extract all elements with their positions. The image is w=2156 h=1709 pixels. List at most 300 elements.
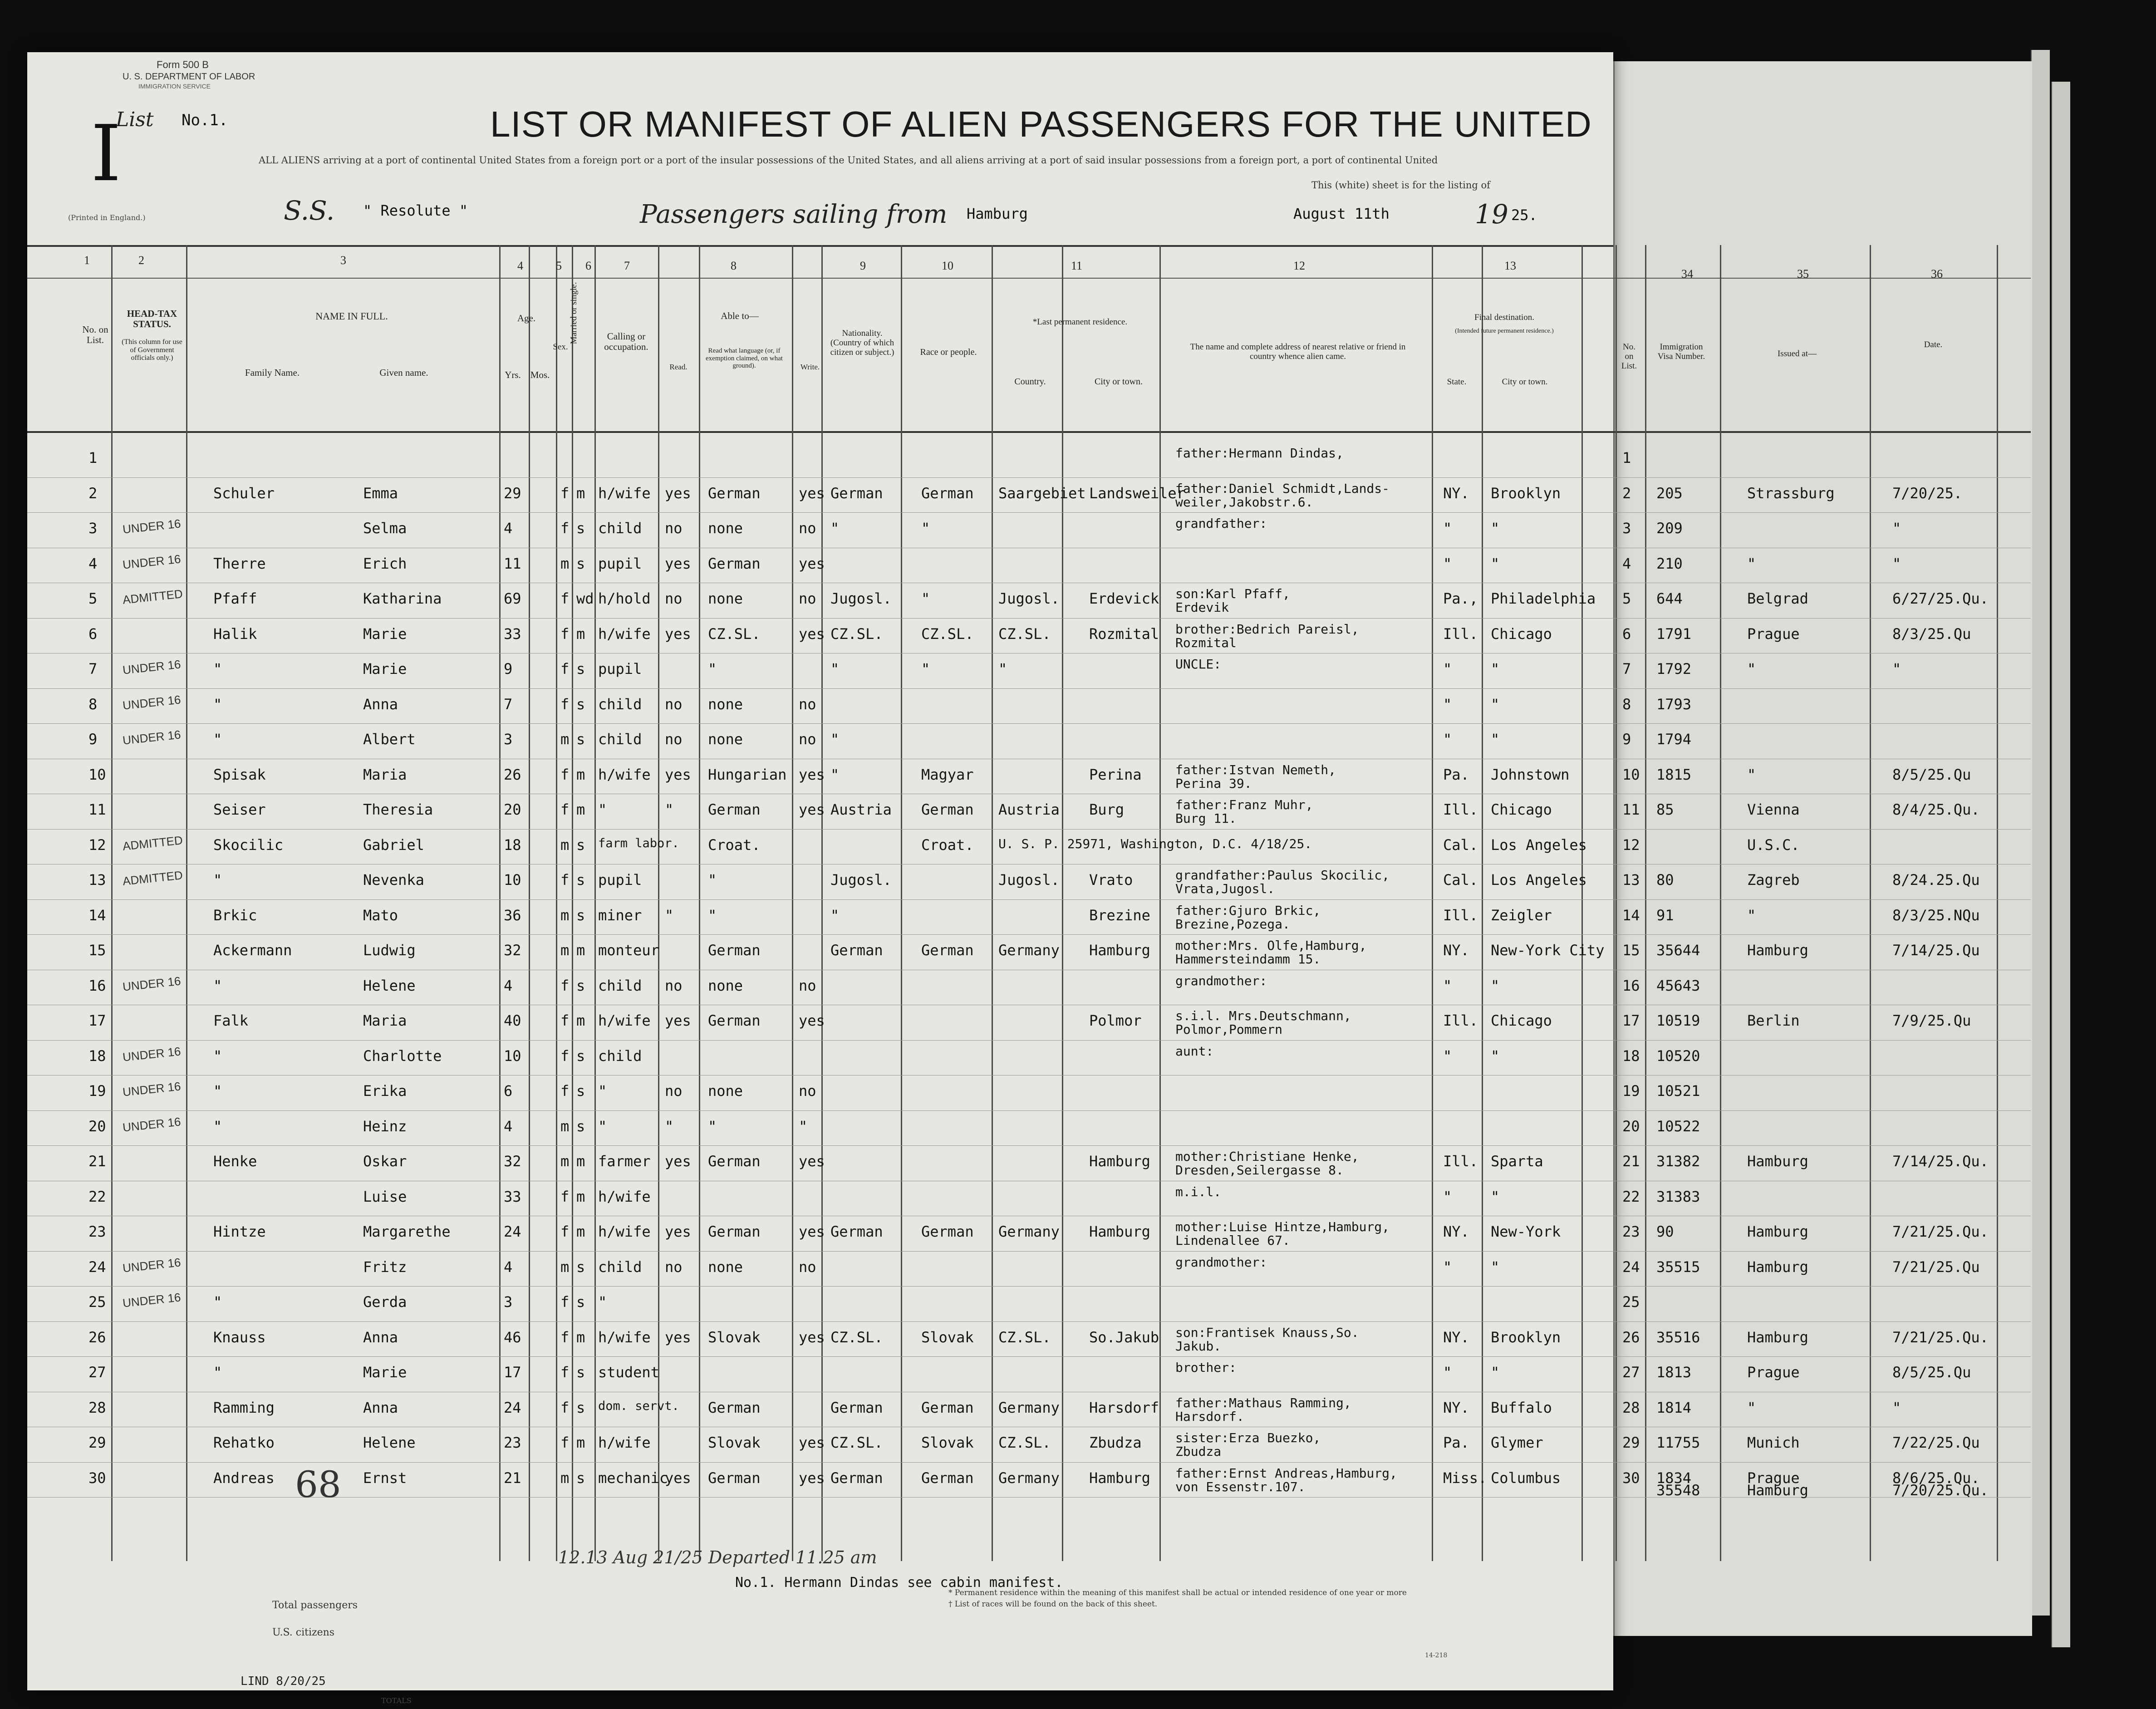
row-rule bbox=[27, 1286, 2031, 1287]
visa-number: 35644 bbox=[1656, 942, 1700, 959]
can-read: yes bbox=[665, 484, 691, 502]
visa-issued-at: Zagreb bbox=[1747, 871, 1800, 889]
family-name: " bbox=[213, 1117, 222, 1135]
header-date: Date. bbox=[1924, 340, 1943, 349]
read-language: German bbox=[708, 1399, 761, 1416]
relative-line-2: von Essenstr.107. bbox=[1175, 1479, 1306, 1494]
visa-number: 209 bbox=[1656, 520, 1683, 537]
sex: f bbox=[560, 871, 570, 889]
visa-number: 85 bbox=[1656, 801, 1674, 818]
given-name: Albert bbox=[363, 731, 416, 748]
can-read: " bbox=[665, 906, 674, 924]
row-number-right: 6 bbox=[1622, 625, 1631, 643]
visa-issued-at: Prague bbox=[1747, 1469, 1800, 1487]
family-name: Henke bbox=[213, 1153, 257, 1170]
nationality: CZ.SL. bbox=[830, 625, 883, 643]
dest-state: Ill. bbox=[1443, 625, 1478, 643]
headtax-status: UNDER 16 bbox=[122, 1044, 182, 1064]
column-divider bbox=[529, 245, 530, 1561]
given-name: Marie bbox=[363, 660, 407, 678]
row-rule bbox=[27, 618, 2031, 619]
nationality: " bbox=[830, 520, 840, 537]
read-language: " bbox=[708, 660, 717, 678]
sex: m bbox=[560, 1153, 570, 1170]
given-name: Helene bbox=[363, 977, 416, 994]
row-rule bbox=[27, 477, 2031, 478]
dest-city: " bbox=[1491, 977, 1500, 994]
read-language: none bbox=[708, 590, 743, 607]
row-number-right: 24 bbox=[1622, 1258, 1640, 1276]
dest-state: Ill. bbox=[1443, 1012, 1478, 1029]
age-years: 33 bbox=[504, 1188, 521, 1205]
read-language: Slovak bbox=[708, 1328, 761, 1346]
marital-status: s bbox=[576, 1047, 585, 1065]
age-years: 3 bbox=[504, 1293, 513, 1311]
row-number: 25 bbox=[88, 1293, 106, 1311]
occupation: h/hold bbox=[598, 590, 651, 607]
sex: f bbox=[560, 520, 570, 537]
nearest-relative bbox=[1175, 1431, 1321, 1459]
given-name: Margarethe bbox=[363, 1223, 451, 1240]
nearest-relative bbox=[1175, 447, 1344, 460]
marital-status: m bbox=[576, 766, 585, 783]
can-write: no bbox=[799, 590, 816, 607]
relative-line-1: father:Istvan Nemeth, bbox=[1175, 762, 1336, 777]
marital-status: s bbox=[576, 906, 585, 924]
dest-city: Chicago bbox=[1491, 801, 1552, 818]
row-number: 21 bbox=[88, 1153, 106, 1170]
row-number: 17 bbox=[88, 1012, 106, 1029]
header-given-name: Given name. bbox=[379, 367, 428, 378]
given-name: Marie bbox=[363, 625, 407, 643]
read-language: none bbox=[708, 977, 743, 994]
age-years: 10 bbox=[504, 871, 521, 889]
row-number-right: 9 bbox=[1622, 731, 1631, 748]
family-name: " bbox=[213, 660, 222, 678]
headtax-status: UNDER 16 bbox=[122, 516, 182, 536]
age-years: 23 bbox=[504, 1434, 521, 1451]
header-city: City or town. bbox=[1094, 377, 1143, 387]
sex: f bbox=[560, 590, 570, 607]
row-number: 20 bbox=[88, 1117, 106, 1135]
family-name: " bbox=[213, 695, 222, 713]
age-years: 7 bbox=[504, 695, 513, 713]
read-language: German bbox=[708, 942, 761, 959]
visa-number: 10520 bbox=[1656, 1047, 1700, 1065]
given-name: Erich bbox=[363, 555, 407, 572]
row-number-right: 22 bbox=[1622, 1188, 1640, 1205]
colnum-6: 6 bbox=[585, 259, 591, 272]
occupation: farmer bbox=[598, 1153, 651, 1170]
family-name: " bbox=[213, 1293, 222, 1311]
family-name: " bbox=[213, 871, 222, 889]
printed-in: (Printed in England.) bbox=[68, 213, 146, 222]
sailing-date: August 11th bbox=[1293, 205, 1390, 222]
lind-stamp: LIND 8/20/25 bbox=[241, 1675, 326, 1688]
nationality: " bbox=[830, 731, 840, 748]
row-number-right: 4 bbox=[1622, 555, 1631, 572]
read-language: Croat. bbox=[708, 836, 761, 854]
nearest-relative bbox=[1175, 1150, 1359, 1177]
column-divider bbox=[594, 245, 596, 1561]
residence-country: Germany bbox=[998, 942, 1060, 959]
sex: f bbox=[560, 695, 570, 713]
marital-status: s bbox=[576, 1399, 585, 1416]
nearest-relative bbox=[1175, 1361, 1237, 1375]
service: IMMIGRATION SERVICE bbox=[138, 83, 211, 90]
row-rule bbox=[27, 899, 2031, 900]
residence-city: Polmor bbox=[1089, 1012, 1142, 1029]
occupation: " bbox=[598, 1117, 607, 1135]
nearest-relative bbox=[1175, 1045, 1213, 1058]
visa-number: 10519 bbox=[1656, 1012, 1700, 1029]
nearest-relative bbox=[1175, 623, 1359, 650]
column-divider bbox=[821, 245, 823, 1561]
residence-country: Germany bbox=[998, 1469, 1060, 1487]
can-read: yes bbox=[665, 625, 691, 643]
marital-status: m bbox=[576, 801, 585, 818]
given-name: Ernst bbox=[363, 1469, 407, 1487]
colnum-10: 10 bbox=[942, 259, 953, 272]
visa-issued-at-extra: Hamburg bbox=[1747, 1482, 1808, 1499]
residence-country: Jugosl. bbox=[998, 590, 1060, 607]
row-number-right: 29 bbox=[1622, 1434, 1640, 1451]
sex: m bbox=[560, 942, 570, 959]
residence-country: U. S. P. 25971, Washington, D.C. 4/18/25. bbox=[998, 836, 1312, 851]
family-name: Ackermann bbox=[213, 942, 292, 959]
marital-status: s bbox=[576, 1364, 585, 1381]
visa-number: 1834 bbox=[1656, 1469, 1692, 1487]
row-rule bbox=[27, 723, 2031, 724]
header-rule bbox=[27, 245, 1613, 247]
sex: m bbox=[560, 836, 570, 854]
family-name: Andreas bbox=[213, 1469, 275, 1487]
nationality: German bbox=[830, 1223, 883, 1240]
can-read: no bbox=[665, 1082, 683, 1100]
can-read: no bbox=[665, 520, 683, 537]
race: German bbox=[921, 801, 974, 818]
relative-line-1: grandfather:Paulus Skocilic, bbox=[1175, 868, 1390, 883]
age-years: 9 bbox=[504, 660, 513, 678]
residence-city: Landsweiler bbox=[1089, 484, 1185, 502]
visa-number: 31382 bbox=[1656, 1153, 1700, 1170]
header-state: State. bbox=[1447, 377, 1467, 387]
can-read: no bbox=[665, 977, 683, 994]
visa-date: 8/4/25.Qu. bbox=[1892, 801, 1980, 818]
visa-issued-at: Hamburg bbox=[1747, 1153, 1808, 1170]
marital-status: m bbox=[576, 1188, 585, 1205]
occupation: farm labor. bbox=[598, 836, 679, 850]
age-years: 24 bbox=[504, 1399, 521, 1416]
row-number: 8 bbox=[88, 695, 98, 713]
nearest-relative bbox=[1175, 1467, 1397, 1494]
race: " bbox=[921, 520, 930, 537]
dest-state: NY. bbox=[1443, 942, 1469, 959]
can-write: " bbox=[799, 1117, 808, 1135]
column-divider bbox=[1482, 245, 1483, 1561]
nationality: CZ.SL. bbox=[830, 1328, 883, 1346]
row-number-right: 20 bbox=[1622, 1117, 1640, 1135]
sex: f bbox=[560, 484, 570, 502]
visa-number: 80 bbox=[1656, 871, 1674, 889]
given-name: Heinz bbox=[363, 1117, 407, 1135]
marital-status: s bbox=[576, 731, 585, 748]
visa-issued-at: Berlin bbox=[1747, 1012, 1800, 1029]
row-number-right: 23 bbox=[1622, 1223, 1640, 1240]
relative-line-2: Vrata,Jugosl. bbox=[1175, 881, 1275, 896]
nationality: " bbox=[830, 660, 840, 678]
relative-line-1: mother:Christiane Henke, bbox=[1175, 1149, 1359, 1164]
dest-state: NY. bbox=[1443, 1223, 1469, 1240]
occupation: " bbox=[598, 1082, 607, 1100]
family-name: " bbox=[213, 977, 222, 994]
age-years: 29 bbox=[504, 484, 521, 502]
dest-city: New-York bbox=[1491, 1223, 1561, 1240]
family-name: Rehatko bbox=[213, 1434, 275, 1451]
residence-city: Zbudza bbox=[1089, 1434, 1142, 1451]
row-number-right: 27 bbox=[1622, 1364, 1640, 1381]
given-name: Ludwig bbox=[363, 942, 416, 959]
handwritten-number: 68 bbox=[295, 1463, 341, 1506]
totals-label: TOTALS bbox=[381, 1696, 412, 1705]
relative-line-1: grandfather: bbox=[1175, 516, 1267, 531]
read-language: Slovak bbox=[708, 1434, 761, 1451]
occupation: mechanic bbox=[598, 1469, 668, 1487]
visa-number-extra: 35548 bbox=[1656, 1482, 1700, 1499]
dest-state: Pa., bbox=[1443, 590, 1478, 607]
row-rule bbox=[27, 1251, 2031, 1252]
visa-date: 6/27/25.Qu. bbox=[1892, 590, 1989, 607]
dest-state: " bbox=[1443, 1258, 1452, 1276]
occupation: child bbox=[598, 977, 642, 994]
sex: f bbox=[560, 1082, 570, 1100]
nationality: German bbox=[830, 1469, 883, 1487]
dest-state: " bbox=[1443, 555, 1452, 572]
list-number: No.1. bbox=[182, 111, 228, 129]
can-read: yes bbox=[665, 555, 691, 572]
dest-city: " bbox=[1491, 520, 1500, 537]
row-number-right: 17 bbox=[1622, 1012, 1640, 1029]
visa-date: 8/5/25.Qu bbox=[1892, 1364, 1971, 1381]
read-language: German bbox=[708, 1012, 761, 1029]
relative-line-1: UNCLE: bbox=[1175, 657, 1222, 672]
dest-city: Zeigler bbox=[1491, 906, 1552, 924]
row-number-right: 26 bbox=[1622, 1328, 1640, 1346]
marital-status: m bbox=[576, 1328, 585, 1346]
age-years: 10 bbox=[504, 1047, 521, 1065]
sailing-label: Passengers sailing from bbox=[640, 200, 948, 229]
can-read: yes bbox=[665, 766, 691, 783]
sheet-edge bbox=[2031, 50, 2050, 1616]
relative-line-1: sister:Erza Buezko, bbox=[1175, 1430, 1321, 1445]
relative-line-1: father:Gjuro Brkic, bbox=[1175, 903, 1321, 918]
header-final-destination-sub: (Intended future permanent residence.) bbox=[1455, 328, 1554, 334]
occupation: child bbox=[598, 731, 642, 748]
given-name: Nevenka bbox=[363, 871, 424, 889]
colnum-9: 9 bbox=[860, 259, 866, 272]
nearest-relative bbox=[1175, 1220, 1390, 1247]
column-number-rule bbox=[27, 278, 1613, 279]
row-rule bbox=[27, 688, 2031, 689]
cabin-note: No.1. Hermann Dindas see cabin manifest. bbox=[735, 1575, 1063, 1591]
row-rule bbox=[27, 1356, 2031, 1357]
family-name: " bbox=[213, 1364, 222, 1381]
visa-number: 10522 bbox=[1656, 1117, 1700, 1135]
read-language: German bbox=[708, 1153, 761, 1170]
dest-city: New-York City bbox=[1491, 942, 1605, 959]
relative-line-2: Erdevik bbox=[1175, 600, 1229, 615]
dest-city: Philadelphia bbox=[1491, 590, 1596, 607]
can-write: no bbox=[799, 520, 816, 537]
dest-city: " bbox=[1491, 731, 1500, 748]
colnum-1: 1 bbox=[84, 254, 90, 267]
given-name: Maria bbox=[363, 1012, 407, 1029]
visa-number: 91 bbox=[1656, 906, 1674, 924]
dest-state: " bbox=[1443, 1364, 1452, 1381]
colnum-34: 34 bbox=[1681, 267, 1693, 280]
can-write: yes bbox=[799, 1469, 825, 1487]
column-divider bbox=[901, 245, 902, 1561]
row-number: 3 bbox=[88, 520, 98, 537]
row-rule bbox=[27, 1462, 2031, 1463]
nearest-relative bbox=[1175, 1185, 1221, 1199]
marital-status: s bbox=[576, 695, 585, 713]
visa-date: " bbox=[1892, 555, 1901, 572]
nearest-relative bbox=[1175, 587, 1290, 614]
residence-city: Burg bbox=[1089, 801, 1125, 818]
footnote-residence: * Permanent residence within the meaning of this manifest shall be actual or intended residence of one year or more bbox=[948, 1588, 1407, 1597]
family-name: Therre bbox=[213, 555, 266, 572]
occupation: h/wife bbox=[598, 1188, 651, 1205]
column-divider bbox=[572, 245, 573, 1561]
column-divider bbox=[792, 245, 793, 1561]
visa-number: 1792 bbox=[1656, 660, 1692, 678]
visa-number: 1813 bbox=[1656, 1364, 1692, 1381]
dest-city: Johnstown bbox=[1491, 766, 1570, 783]
visa-date: 7/22/25.Qu bbox=[1892, 1434, 1980, 1451]
residence-country: Germany bbox=[998, 1223, 1060, 1240]
residence-city: Brezine bbox=[1089, 906, 1150, 924]
column-divider bbox=[699, 245, 700, 1561]
row-number: 13 bbox=[88, 871, 106, 889]
marital-status: s bbox=[576, 660, 585, 678]
marital-status: s bbox=[576, 836, 585, 854]
footnote-races: † List of races will be found on the back of this sheet. bbox=[948, 1600, 1158, 1609]
column-divider bbox=[186, 245, 187, 1561]
can-read: yes bbox=[665, 1012, 691, 1029]
row-number-right: 16 bbox=[1622, 977, 1640, 994]
headtax-status: UNDER 16 bbox=[122, 727, 182, 747]
visa-date: 8/24.25.Qu bbox=[1892, 871, 1980, 889]
race: Slovak bbox=[921, 1434, 974, 1451]
age-years: 3 bbox=[504, 731, 513, 748]
occupation: h/wife bbox=[598, 625, 651, 643]
sheet-edge bbox=[2051, 82, 2070, 1647]
row-number-right: 19 bbox=[1622, 1082, 1640, 1100]
occupation: miner bbox=[598, 906, 642, 924]
age-years: 4 bbox=[504, 520, 513, 537]
sex: f bbox=[560, 1012, 570, 1029]
print-code: 14-218 bbox=[1425, 1652, 1448, 1659]
race: Slovak bbox=[921, 1328, 974, 1346]
race: " bbox=[921, 590, 930, 607]
relative-line-2: Rozmital bbox=[1175, 635, 1237, 650]
nearest-relative bbox=[1175, 482, 1390, 509]
header-calling: Calling or occupation. bbox=[604, 331, 648, 353]
read-language: none bbox=[708, 1258, 743, 1276]
can-write: yes bbox=[799, 1012, 825, 1029]
relative-line-1: s.i.l. Mrs.Deutschmann, bbox=[1175, 1008, 1351, 1023]
header-no-on-list-right: No. on List. bbox=[1621, 342, 1637, 371]
header-city-town: City or town. bbox=[1502, 377, 1548, 387]
row-number: 18 bbox=[88, 1047, 106, 1065]
visa-date: 7/14/25.Qu. bbox=[1892, 1153, 1989, 1170]
given-name: Gabriel bbox=[363, 836, 424, 854]
sex: f bbox=[560, 660, 570, 678]
residence-city: Hamburg bbox=[1089, 1223, 1150, 1240]
relative-line-2: Harsdorf. bbox=[1175, 1409, 1244, 1424]
residence-country: CZ.SL. bbox=[998, 1434, 1051, 1451]
nationality: CZ.SL. bbox=[830, 1434, 883, 1451]
visa-date: 7/21/25.Qu. bbox=[1892, 1328, 1989, 1346]
column-divider bbox=[1062, 245, 1063, 1561]
visa-number: 1793 bbox=[1656, 695, 1692, 713]
colnum-8: 8 bbox=[731, 259, 737, 272]
nationality: German bbox=[830, 942, 883, 959]
sex: m bbox=[560, 906, 570, 924]
colnum-2: 2 bbox=[138, 254, 144, 267]
dest-state: Cal. bbox=[1443, 871, 1478, 889]
visa-date: " bbox=[1892, 520, 1901, 537]
header-able-to: Able to— bbox=[721, 310, 759, 321]
header-visa-number: Immigration Visa Number. bbox=[1657, 342, 1705, 361]
visa-number: 644 bbox=[1656, 590, 1683, 607]
given-name: Katharina bbox=[363, 590, 442, 607]
age-years: 18 bbox=[504, 836, 521, 854]
relative-line-2: Perina 39. bbox=[1175, 776, 1252, 791]
visa-date: 7/21/25.Qu. bbox=[1892, 1223, 1989, 1240]
age-years: 20 bbox=[504, 801, 521, 818]
dest-state: Ill. bbox=[1443, 906, 1478, 924]
relative-line-1: father:Franz Muhr, bbox=[1175, 797, 1313, 812]
dest-state: Pa. bbox=[1443, 766, 1469, 783]
can-read: yes bbox=[665, 1469, 691, 1487]
given-name: Helene bbox=[363, 1434, 416, 1451]
can-write: yes bbox=[799, 766, 825, 783]
visa-number: 11755 bbox=[1656, 1434, 1700, 1451]
given-name: Charlotte bbox=[363, 1047, 442, 1065]
dest-city: " bbox=[1491, 660, 1500, 678]
sex: f bbox=[560, 766, 570, 783]
sex: m bbox=[560, 1469, 570, 1487]
family-name: Falk bbox=[213, 1012, 249, 1029]
visa-issued-at: Vienna bbox=[1747, 801, 1800, 818]
dest-city: Los Angeles bbox=[1491, 871, 1587, 889]
given-name: Marie bbox=[363, 1364, 407, 1381]
can-write: yes bbox=[799, 1223, 825, 1240]
header-yrs: Yrs. bbox=[505, 369, 521, 380]
header-read: Read. bbox=[669, 363, 688, 371]
relative-line-2: Zbudza bbox=[1175, 1444, 1222, 1459]
age-years: 11 bbox=[504, 555, 521, 572]
given-name: Selma bbox=[363, 520, 407, 537]
header-relative: The name and complete address of nearest relative or friend in country whence alien came. bbox=[1190, 342, 1406, 361]
relative-line-1: son:Karl Pfaff, bbox=[1175, 586, 1290, 601]
visa-issued-at: " bbox=[1747, 555, 1756, 572]
headtax-status: UNDER 16 bbox=[122, 1255, 182, 1275]
residence-city: Hamburg bbox=[1089, 1469, 1150, 1487]
visa-number: 10521 bbox=[1656, 1082, 1700, 1100]
